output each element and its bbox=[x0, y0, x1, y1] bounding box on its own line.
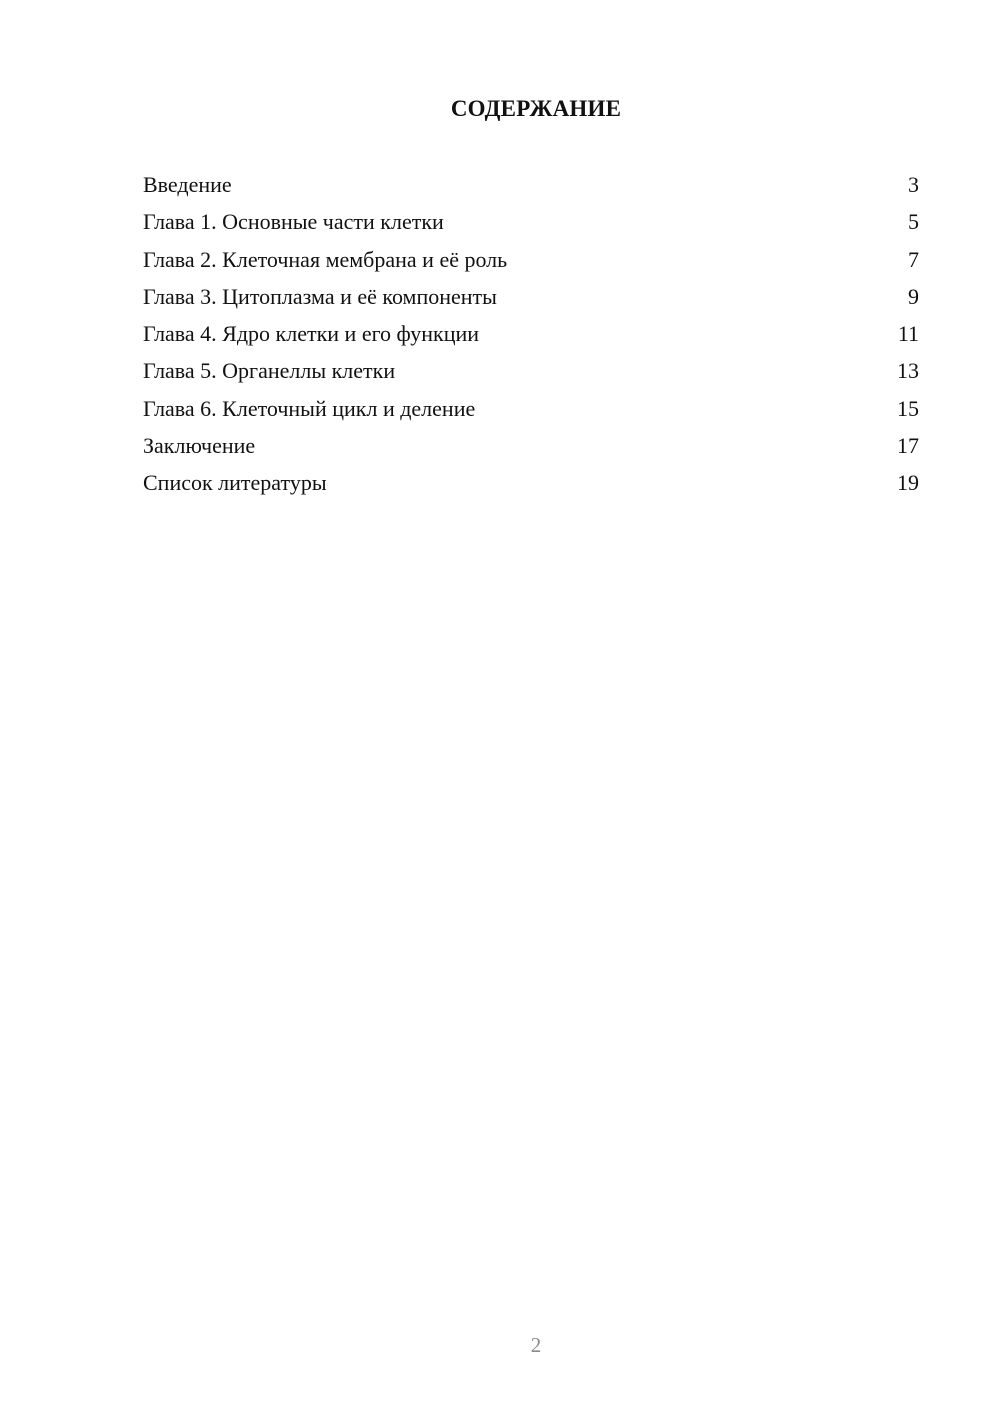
table-of-contents bbox=[143, 170, 919, 506]
page-number: 2 bbox=[530, 1333, 542, 1357]
toc-entry-label: Заключение bbox=[143, 433, 256, 459]
toc-entry-chapter-1 bbox=[143, 207, 919, 244]
toc-entry-page: 15 bbox=[897, 395, 919, 421]
toc-entry-introduction bbox=[143, 170, 919, 207]
page-title: СОДЕРЖАНИЕ bbox=[450, 96, 622, 121]
toc-entry-chapter-4 bbox=[143, 319, 919, 356]
toc-entry-chapter-5 bbox=[143, 356, 919, 393]
toc-entry-label: Введение bbox=[143, 172, 232, 197]
toc-entry-label: Глава 5. Органеллы клетки bbox=[143, 358, 396, 384]
toc-entry-conclusion bbox=[143, 431, 919, 468]
toc-entry-references bbox=[143, 468, 919, 505]
toc-entry-label: Глава 4. Ядро клетки и его функции bbox=[143, 321, 480, 347]
toc-entry-chapter-3 bbox=[143, 282, 919, 319]
toc-entry-label: Глава 1. Основные части клетки bbox=[143, 209, 444, 235]
toc-entry-page: 3 bbox=[908, 172, 919, 197]
toc-entry-label: Список литературы bbox=[143, 470, 327, 496]
toc-entry-label: Глава 3. Цитоплазма и её компоненты bbox=[143, 283, 497, 309]
toc-entry-chapter-6 bbox=[143, 394, 919, 431]
toc-entry-page: 11 bbox=[897, 321, 919, 347]
toc-entry-chapter-2 bbox=[143, 245, 919, 282]
toc-entry-label: Глава 2. Клеточная мембрана и её роль bbox=[143, 246, 508, 272]
toc-entry-page: 5 bbox=[908, 209, 919, 235]
toc-entry-label: Глава 6. Клеточный цикл и деление bbox=[143, 395, 476, 421]
toc-entry-page: 13 bbox=[897, 358, 919, 384]
toc-entry-page: 17 bbox=[897, 433, 919, 459]
toc-entry-page: 19 bbox=[897, 470, 919, 496]
toc-entry-page: 7 bbox=[908, 246, 919, 272]
toc-entry-page: 9 bbox=[908, 283, 919, 309]
